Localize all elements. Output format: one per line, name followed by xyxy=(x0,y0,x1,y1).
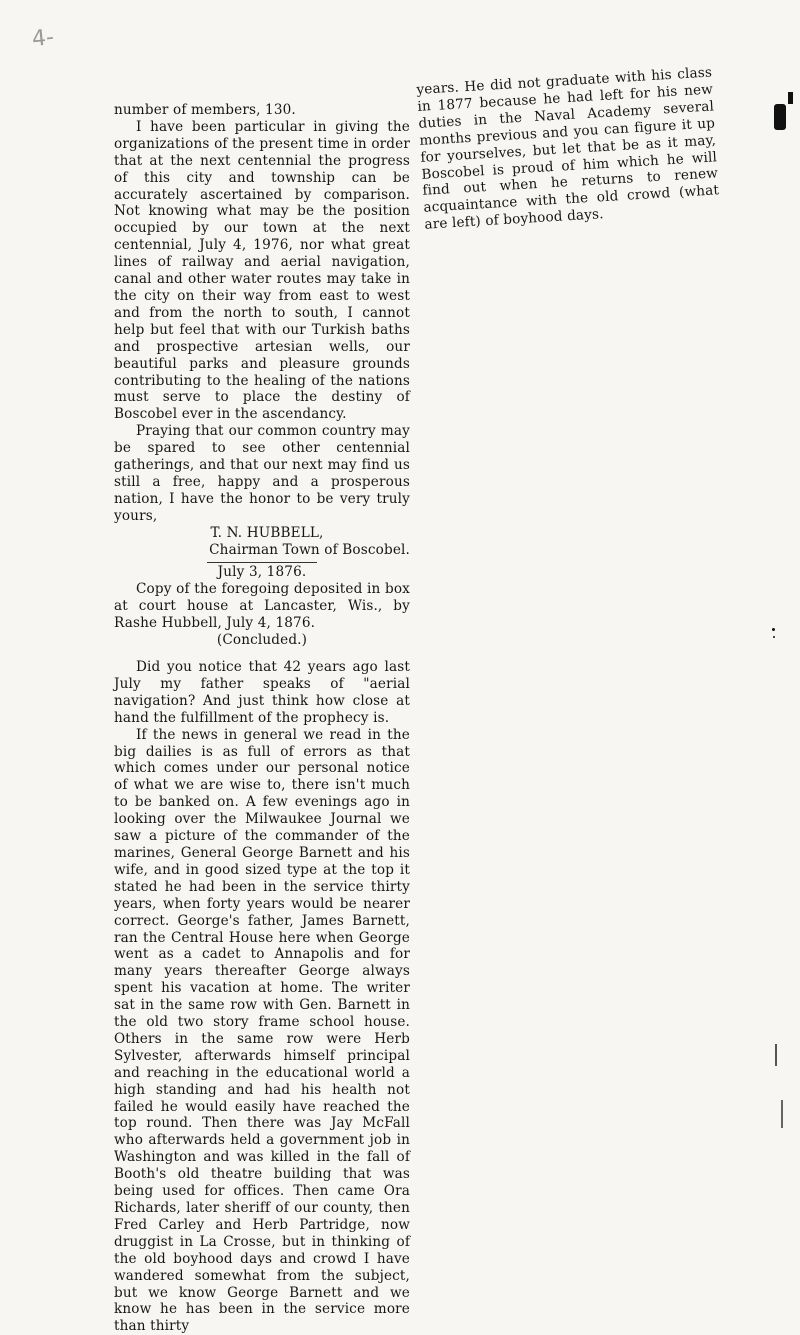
edge-mark-bottom-right xyxy=(775,1044,777,1066)
paragraph-copy-deposited: Copy of the foregoing deposited in box at court house at Lancaster, Wis., by Rashe Hubbell, July 4, 1876. xyxy=(114,581,410,632)
edge-mark-top-right-small xyxy=(788,92,793,104)
divider-rule xyxy=(207,562,317,563)
concluded-note: (Concluded.) xyxy=(216,632,308,649)
edge-mark-top-right xyxy=(774,104,786,130)
paragraph-members: number of members, 130. xyxy=(114,102,296,118)
edge-mark-bottom-right-2 xyxy=(781,1100,783,1128)
page-number: 4- xyxy=(30,24,56,53)
paragraph-centennial: I have been particular in giving the organizations of the present time in order that at the next centennial the progress of this city and township can be accurately ascertained by comparison. Not knowing what may be the position occupied by our town at the next centennial, July 4, 1976, nor what great lines of railway and aerial navigation, canal and other water routes may take in the city on their way from east to west and from the north to south, I cannot help but feel that with our Turkish baths and prospective artesian wells, our beautiful parks and pleasure grounds contributing to the healing of the nations must serve to place the destiny of Boscobel ever in the ascendancy. xyxy=(114,118,410,423)
signature-name: T. N. HUBBELL, xyxy=(210,524,324,541)
paragraph-graduate: years. He did not graduate with his class in 1877 because he had left for his new duties in the Naval Academy several months previous and you can figure it up for yourselves, but let that be as it may, Boscobel is proud of him which he will find out when he returns to renew acquaintance with the old crowd (what are left) of boyhood days. xyxy=(416,64,720,233)
edge-dot-middle-2 xyxy=(773,636,775,638)
paragraph-aerial-navigation: Did you notice that 42 years ago last July my father speaks of "aerial navigation? And just think how close at hand the fulfillment of the prophecy is. xyxy=(114,659,410,726)
right-column xyxy=(416,64,721,233)
paragraph-news-barnett: If the news in general we read in the big dailies is as full of errors as that which comes under our personal notice of what we are wise to, there isn't much to be banked on. A few evenings ago in looking over the Milwaukee Journal we saw a picture of the commander of the marines, General George Barnett and his wife, and in good sized type at the top it stated he had been in the service thirty years, when forty years would be nearer correct. George's father, James Barnett, ran the Central House here when George went as a cadet to Annapolis and for many years thereafter George always spent his vacation at home. The writer sat in the same row with Gen. Barnett in the old two story frame school house. Others in the same row were Herb Sylvester, afterwards himself principal and reaching in the educational world a high standing and had his health not failed he would easily have reached the top round. Then there was Jay McFall who afterwards held a government job in Washington and was killed in the fall of Booth's old theatre building that was being used for offices. Then came Ora Richards, later sheriff of our county, then Fred Carley and Herb Partridge, now druggist in La Crosse, but in thinking of the old boyhood days and crowd I have wandered somewhat from the subject, but we know George Barnett and we know he has been in the service more than thirty xyxy=(114,726,410,1335)
left-column xyxy=(114,102,410,1335)
paragraph-praying: Praying that our common country may be spared to see other centennial gatherings, and that our next may find us still a free, happy and a prosperous nation, I have the honor to be very truly yours, xyxy=(114,423,410,524)
spacer xyxy=(114,649,410,659)
dateline: July 3, 1876. xyxy=(217,564,307,581)
edge-dot-middle xyxy=(772,628,775,631)
signature-title: Chairman Town of Boscobel. xyxy=(209,541,410,558)
